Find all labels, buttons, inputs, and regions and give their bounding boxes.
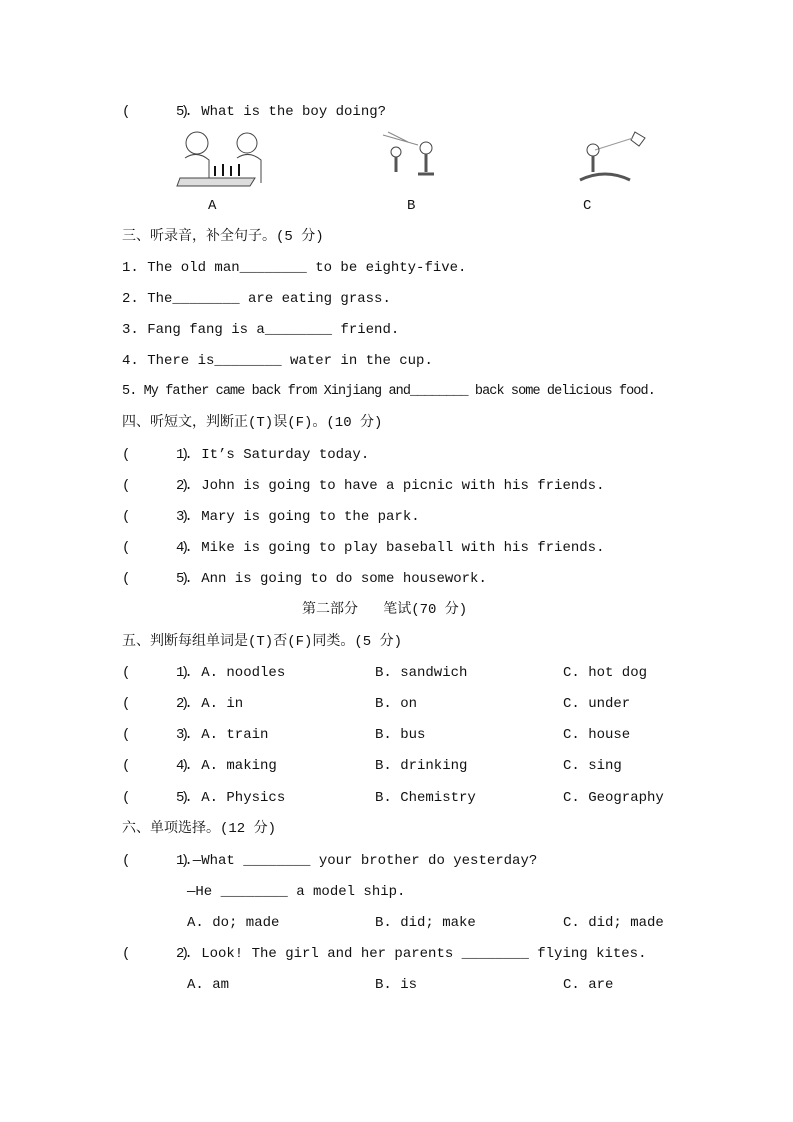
list-item: 4. There is________ water in the cup. <box>122 353 433 369</box>
option-a: 3. A. train <box>176 727 269 743</box>
option-c: C. under <box>563 696 631 712</box>
option-b: B. did; make <box>375 915 476 931</box>
option-c: C. did; made <box>563 915 664 931</box>
option-b: B. is <box>375 977 418 993</box>
section-title: 四、听短文，判断正(T)误(F)。(10 分) <box>122 415 383 431</box>
option-a: 2. A. in <box>176 696 244 712</box>
option-b: B. on <box>375 696 418 712</box>
option-a: A. do; made <box>187 915 280 931</box>
list-item: 5. Ann is going to do some housework. <box>176 571 487 587</box>
answer-paren: ( ) <box>122 540 190 556</box>
answer-paren: ( ) <box>122 665 190 681</box>
option-b: B. drinking <box>375 758 468 774</box>
option-a: A. am <box>187 977 230 993</box>
part-heading: 第二部分 笔试(70 分) <box>302 602 468 618</box>
section-title: 三、听录音，补全句子。(5 分) <box>122 229 324 245</box>
picture-kite-two-kids <box>378 130 448 185</box>
option-b: B. bus <box>375 727 426 743</box>
list-item: 2. The________ are eating grass. <box>122 291 391 307</box>
answer-paren: ( ) <box>122 696 190 712</box>
list-item: 1. The old man________ to be eighty-five. <box>122 260 467 276</box>
section-title: 六、单项选择。(12 分) <box>122 821 277 837</box>
answer-paren: ( ) <box>122 853 190 869</box>
option-c: C. hot dog <box>563 665 648 681</box>
answer-paren: ( ) <box>122 946 190 962</box>
answer-paren: ( ) <box>122 104 190 120</box>
list-item: 3. Mary is going to the park. <box>176 509 420 525</box>
picture-chess <box>175 128 270 188</box>
option-a: 5. A. Physics <box>176 790 286 806</box>
section-title: 五、判断每组单词是(T)否(F)同类。(5 分) <box>122 634 403 650</box>
option-c: C. Geography <box>563 790 664 806</box>
option-a: 4. A. making <box>176 758 277 774</box>
list-item: 1. It’s Saturday today. <box>176 447 370 463</box>
answer-paren: ( ) <box>122 447 190 463</box>
option-c: C. sing <box>563 758 622 774</box>
answer-paren: ( ) <box>122 727 190 743</box>
question-text: 1.—What ________ your brother do yesterday? <box>176 853 538 869</box>
list-item: 5. My father came back from Xinjiang and________ back some delicious food. <box>122 384 655 399</box>
option-a: 1. A. noodles <box>176 665 286 681</box>
list-item: 3. Fang fang is a________ friend. <box>122 322 400 338</box>
answer-paren: ( ) <box>122 478 190 494</box>
answer-paren: ( ) <box>122 509 190 525</box>
option-c: C. are <box>563 977 614 993</box>
picture-kite-boy <box>575 130 650 185</box>
option-label-c: C <box>583 198 592 214</box>
question-text: 5. What is the boy doing? <box>176 104 387 120</box>
answer-paren: ( ) <box>122 758 190 774</box>
option-b: B. Chemistry <box>375 790 476 806</box>
option-label-a: A <box>208 198 217 214</box>
option-label-b: B <box>407 198 416 214</box>
option-b: B. sandwich <box>375 665 468 681</box>
answer-paren: ( ) <box>122 790 190 806</box>
answer-paren: ( ) <box>122 571 190 587</box>
question-text: —He ________ a model ship. <box>187 884 406 900</box>
option-c: C. house <box>563 727 631 743</box>
question-text: 2. Look! The girl and her parents ________ flying kites. <box>176 946 647 962</box>
list-item: 4. Mike is going to play baseball with his friends. <box>176 540 605 556</box>
list-item: 2. John is going to have a picnic with his friends. <box>176 478 605 494</box>
